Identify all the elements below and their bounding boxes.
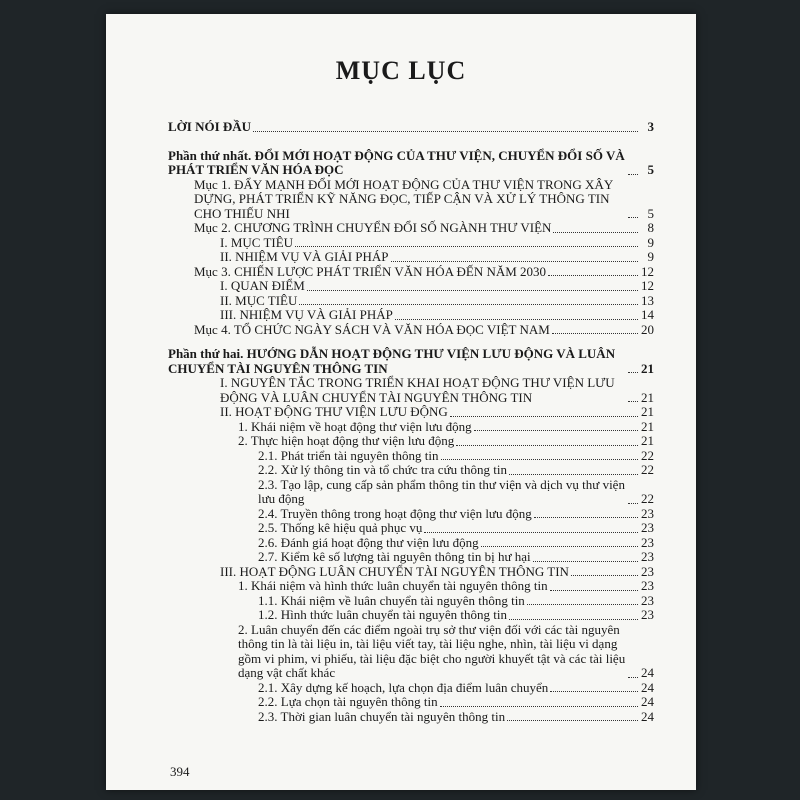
toc-entry-text: Mục 3. CHIẾN LƯỢC PHÁT TRIỂN VĂN HÓA ĐẾN NĂM 2030 xyxy=(194,263,547,279)
toc-entry-text: 2.5. Thống kê hiệu quả phục vụ xyxy=(258,520,423,535)
dot-leader xyxy=(628,677,638,678)
dot-leader xyxy=(548,275,638,276)
toc-entry-page: 12 xyxy=(641,263,654,279)
toc-entry-page: 23 xyxy=(641,505,654,521)
toc-entry xyxy=(168,608,654,623)
toc-entry-page: 9 xyxy=(647,249,654,264)
page-title: MỤC LỤC xyxy=(335,56,467,85)
toc-entry-text: Mục 2. CHƯƠNG TRÌNH CHUYỂN ĐỔI SỐ NGÀNH THƯ VIỆN xyxy=(194,220,552,235)
toc-entry-page: 23 xyxy=(641,578,654,593)
toc-entry-text: Mục 1. ĐẨY MẠNH ĐỔI MỚI HOẠT ĐỘNG CỦA THƯ VIỆN TRONG XÂY DỰNG, PHÁT TRIỂN KỸ NĂNG ĐỌC, TIẾP CẬN VÀ XỬ LÝ THÔNG TIN CHO THIẾU NHI xyxy=(194,176,613,221)
toc-entry-text: 2.3. Tạo lập, cung cấp sản phẩm thông tin thư viện và dịch vụ thư viện lưu động xyxy=(258,476,625,506)
toc-entry xyxy=(168,550,654,565)
toc-entry xyxy=(168,250,654,265)
toc-entry xyxy=(168,695,654,710)
dot-leader xyxy=(628,174,638,175)
toc-entry-text: 2.4. Truyền thông trong hoạt động thư viện lưu động xyxy=(258,505,532,521)
toc-entry xyxy=(168,265,654,280)
toc-entry-text: 1. Khái niệm về hoạt động thư viện lưu động xyxy=(238,418,472,434)
toc-entry-text: III. HOẠT ĐỘNG LUÂN CHUYỂN TÀI NGUYÊN THÔNG TIN xyxy=(220,563,569,579)
dot-leader xyxy=(527,604,638,605)
toc-entry-page: 14 xyxy=(641,307,654,322)
toc-entry-page: 5 xyxy=(647,205,654,221)
toc-entry-page: 8 xyxy=(647,220,654,235)
toc-entry-page: 24 xyxy=(641,679,654,695)
toc-entry-text: II. NHIỆM VỤ VÀ GIẢI PHÁP xyxy=(220,249,389,264)
dot-leader xyxy=(507,720,638,721)
toc-entry xyxy=(168,279,654,294)
dot-leader xyxy=(509,619,638,620)
toc-entry-page: 22 xyxy=(641,462,654,477)
toc-entry-text: 1. Khái niệm và hình thức luân chuyển tài nguyên thông tin xyxy=(238,578,548,593)
dot-leader xyxy=(628,401,638,402)
toc-entry xyxy=(168,579,654,594)
toc-entry-page: 21 xyxy=(641,360,654,376)
toc-entry xyxy=(168,323,654,338)
toc-entry-text: LỜI NÓI ĐẦU xyxy=(168,119,252,134)
toc-entry xyxy=(168,120,654,135)
toc-entry xyxy=(168,565,654,580)
toc-entry-page: 24 xyxy=(641,665,654,680)
toc-entry-text: I. NGUYÊN TẮC TRONG TRIỂN KHAI HOẠT ĐỘNG THƯ VIỆN LƯU ĐỘNG VÀ LUÂN CHUYỂN TÀI NGUYÊN THÔNG TIN xyxy=(220,375,615,405)
book-page xyxy=(106,14,696,790)
toc-entry-text: 1.1. Khái niệm về luân chuyển tài nguyên thông tin xyxy=(258,592,525,608)
toc-entry xyxy=(168,434,654,449)
toc-entry-page: 9 xyxy=(647,234,654,250)
toc-entry-page: 21 xyxy=(641,404,654,419)
toc-entry-text: 2.2. Lựa chọn tài nguyên thông tin xyxy=(258,694,438,709)
toc-entry xyxy=(168,236,654,251)
toc-entry-page: 22 xyxy=(641,491,654,506)
toc-entry xyxy=(168,681,654,696)
toc-entry xyxy=(168,405,654,420)
toc-entry-page: 21 xyxy=(641,433,654,448)
dot-leader xyxy=(391,261,638,262)
toc-entry xyxy=(168,294,654,309)
dot-leader xyxy=(295,246,638,247)
dot-leader xyxy=(628,503,638,504)
toc-entry xyxy=(168,478,654,507)
dot-leader xyxy=(550,590,638,591)
toc-entry-text: Phần thứ hai. HƯỚNG DẪN HOẠT ĐỘNG THƯ VIỆN LƯU ĐỘNG VÀ LUÂN CHUYỂN TÀI NGUYÊN THÔNG TIN xyxy=(168,346,616,376)
toc-entry-page: 21 xyxy=(641,418,654,434)
toc-entry xyxy=(168,536,654,551)
toc-entry-text: Phần thứ nhất. ĐỔI MỚI HOẠT ĐỘNG CỦA THƯ VIỆN, CHUYỂN ĐỔI SỐ VÀ PHÁT TRIỂN VĂN HÓA ĐỌC xyxy=(168,147,625,177)
toc-entry-text: 1.2. Hình thức luân chuyển tài nguyên thông tin xyxy=(258,607,507,622)
toc-entry xyxy=(168,623,654,681)
table-of-contents xyxy=(168,114,654,724)
toc-entry-text: I. MỤC TIÊU xyxy=(220,234,294,250)
toc-entry-page: 13 xyxy=(641,292,654,308)
toc-entry xyxy=(168,149,654,178)
toc-entry-page: 24 xyxy=(641,694,654,709)
dot-leader xyxy=(441,459,638,460)
dot-leader xyxy=(534,517,638,518)
toc-entry-text: III. NHIỆM VỤ VÀ GIẢI PHÁP xyxy=(220,307,393,322)
dot-leader xyxy=(628,372,638,373)
dot-leader xyxy=(395,319,638,320)
toc-entry-page: 21 xyxy=(641,389,654,405)
toc-entry-page: 22 xyxy=(641,447,654,463)
toc-entry-text: Mục 4. TỔ CHỨC NGÀY SÁCH VÀ VĂN HÓA ĐỌC VIỆT NAM xyxy=(194,321,550,337)
toc-entry xyxy=(168,308,654,323)
toc-entry-page: 23 xyxy=(641,520,654,535)
toc-entry-text: 2.7. Kiểm kê số lượng tài nguyên thông tin bị hư hại xyxy=(258,549,531,564)
dot-leader xyxy=(550,691,638,692)
dot-leader xyxy=(450,416,638,417)
toc-entry-text: I. QUAN ĐIỂM xyxy=(220,278,305,293)
dot-leader xyxy=(553,232,638,233)
dot-leader xyxy=(509,474,638,475)
toc-entry xyxy=(168,710,654,725)
toc-entry xyxy=(168,376,654,405)
dot-leader xyxy=(628,217,638,218)
toc-entry-page: 23 xyxy=(641,607,654,622)
dot-leader xyxy=(571,575,638,576)
toc-entry-text: II. HOẠT ĐỘNG THƯ VIỆN LƯU ĐỘNG xyxy=(220,404,448,419)
dot-leader xyxy=(424,532,638,533)
toc-entry-page: 24 xyxy=(641,708,654,724)
toc-entry-text: 2.2. Xử lý thông tin và tổ chức tra cứu thông tin xyxy=(258,462,507,477)
toc-entry-text: 2. Thực hiện hoạt động thư viện lưu động xyxy=(238,433,455,448)
dot-leader xyxy=(552,333,638,334)
toc-entry xyxy=(168,178,654,222)
toc-entry xyxy=(168,449,654,464)
toc-entry-text: II. MỤC TIÊU xyxy=(220,292,298,308)
dot-leader xyxy=(533,561,638,562)
toc-entry xyxy=(168,521,654,536)
toc-entry xyxy=(168,507,654,522)
dot-leader xyxy=(474,430,638,431)
toc-entry-page: 23 xyxy=(641,549,654,564)
dot-leader xyxy=(481,546,638,547)
toc-entry-text: 2.3. Thời gian luân chuyển tài nguyên thông tin xyxy=(258,708,506,724)
toc-entry-page: 23 xyxy=(641,534,654,550)
toc-entry xyxy=(168,420,654,435)
toc-entry-page: 23 xyxy=(641,592,654,608)
dot-leader xyxy=(253,131,638,132)
toc-entry-page: 23 xyxy=(641,563,654,579)
toc-entry-page: 12 xyxy=(641,278,654,293)
toc-entry-page: 5 xyxy=(647,162,654,177)
dot-leader xyxy=(456,445,638,446)
toc-entry xyxy=(168,221,654,236)
dot-leader xyxy=(440,706,638,707)
toc-entry xyxy=(168,463,654,478)
toc-entry-page: 3 xyxy=(647,119,654,134)
dot-leader xyxy=(299,304,638,305)
page-number: 394 xyxy=(170,764,190,779)
toc-entry-text: 2.1. Xây dựng kế hoạch, lựa chọn địa điểm luân chuyển xyxy=(258,679,549,695)
dot-leader xyxy=(307,290,638,291)
toc-entry-text: 2.1. Phát triển tài nguyên thông tin xyxy=(258,447,439,463)
toc-entry xyxy=(168,594,654,609)
toc-entry-text: 2. Luân chuyển đến các điểm ngoài trụ sở thư viện đối với các tài nguyên thông tin là tài liệu in, tài liệu viết tay, tài liệu nghe, nhìn, tài liệu vi dạng gồm vi phim, vi phiếu, tài liệu đặc biệt cho người khuyết tật và các tài liệu dạng vật chất khác xyxy=(238,621,626,680)
toc-entry xyxy=(168,347,654,376)
toc-entry-text: 2.6. Đánh giá hoạt động thư viện lưu động xyxy=(258,534,479,550)
toc-entry-page: 20 xyxy=(641,321,654,337)
